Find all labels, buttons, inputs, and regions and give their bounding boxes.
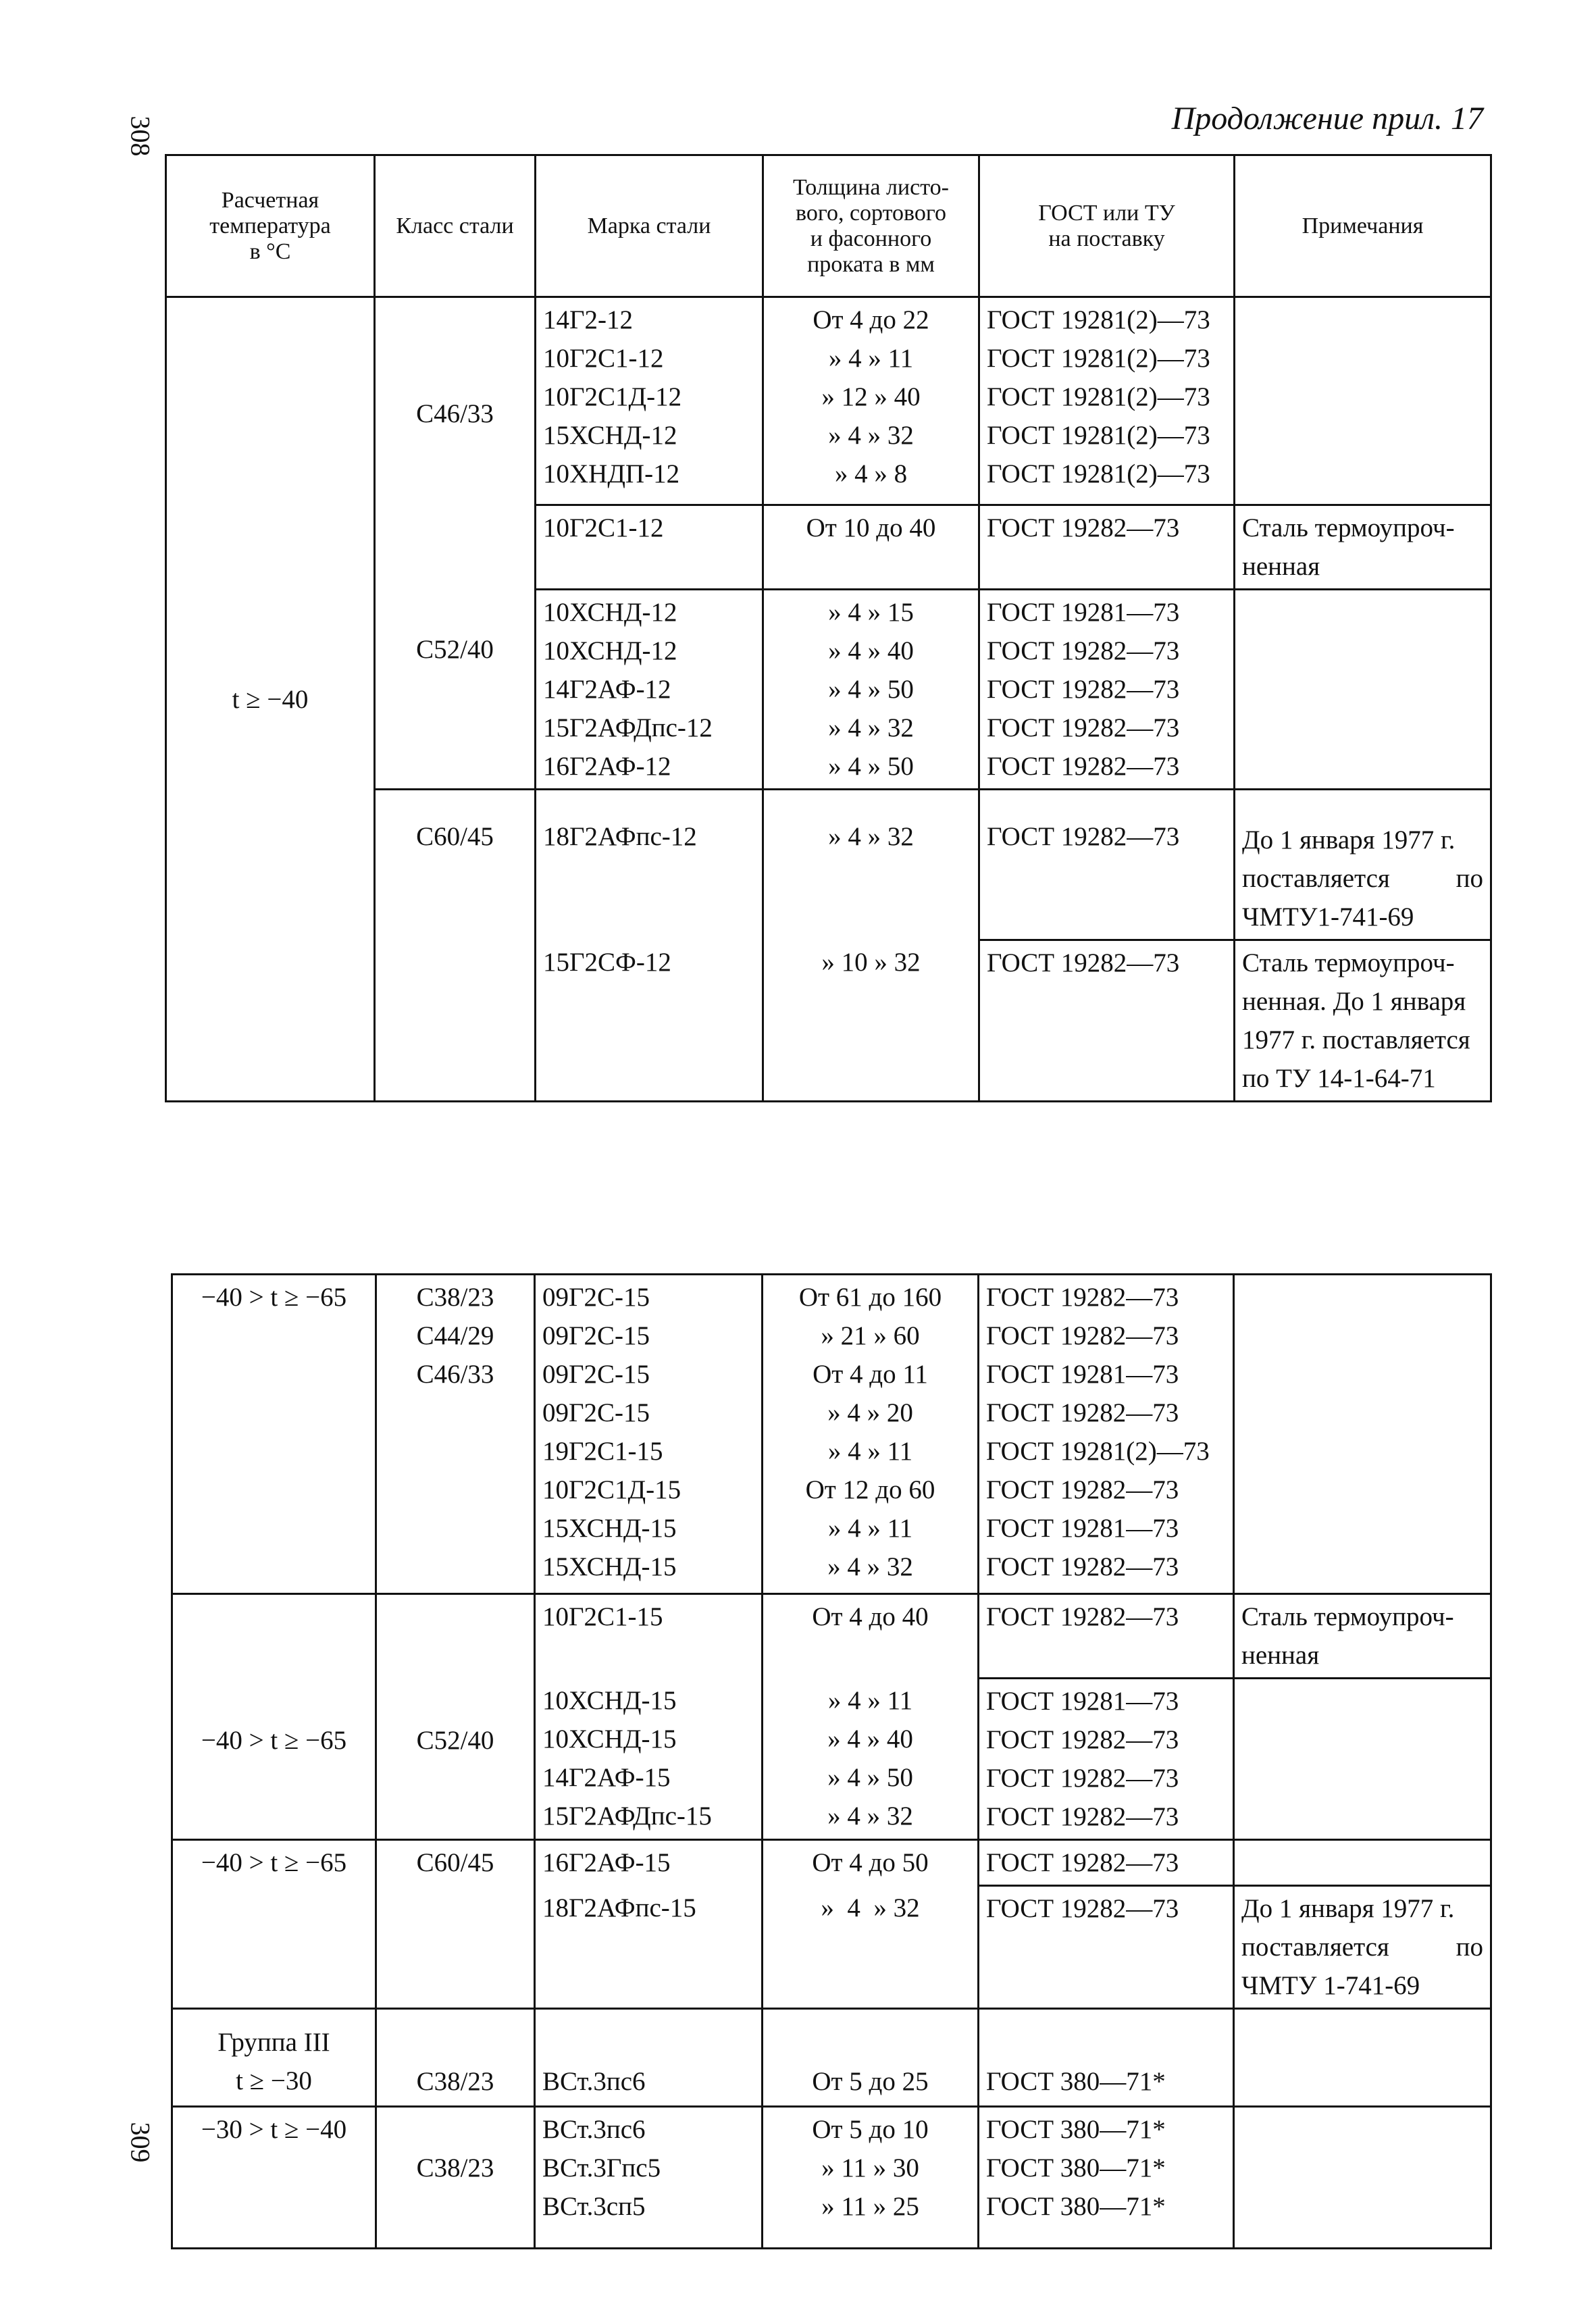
temperature-cell: −40 > t ≥ −65: [172, 1275, 376, 1594]
thickness-cell: От 5 до 25: [763, 2009, 979, 2107]
standard-cell: ГОСТ 19282—73: [979, 1840, 1234, 1886]
notes-cell: Сталь термоупроч- ненная. До 1 января 1977 г. поставляется по ТУ 14-1-64-71: [1235, 940, 1491, 1102]
steel-class-cell: С60/45: [376, 1840, 535, 1886]
thickness-cell: » 4 » 32: [763, 790, 979, 940]
thickness-cell: От 4 до 22 » 4 » 11 » 12 » 40 » 4 » 32 » 4 » 8: [763, 297, 979, 505]
notes-cell: [1234, 2009, 1491, 2107]
notes-cell: [1234, 1840, 1491, 1886]
table-row: [172, 1840, 1491, 1886]
notes-cell: [1234, 1679, 1491, 1840]
thickness-cell: От 5 до 10 » 11 » 30 » 11 » 25: [763, 2107, 979, 2249]
temperature-cell: −30 > t ≥ −40: [172, 2107, 376, 2249]
header-standard: ГОСТ или ТУ на поставку: [979, 155, 1235, 297]
thickness-cell: От 61 до 160 » 21 » 60 От 4 до 11 » 4 » 20 » 4 » 11 От 12 до 60 » 4 » 11 » 4 » 32: [763, 1275, 979, 1594]
table-row: [172, 1275, 1491, 1594]
group-label: Группа III: [217, 2028, 330, 2057]
steel-grade-cell: 10Г2С1-12: [536, 505, 763, 590]
steel-class-cell: С52/40: [375, 590, 536, 790]
steel-table-top: [165, 154, 1492, 1102]
thickness-cell: » 4 » 32: [763, 1886, 979, 2009]
steel-grade-cell: ВСт.3пс6 ВСт.3Гпс5 ВСт.3сп5: [535, 2107, 763, 2249]
thickness-cell: » 4 » 15 » 4 » 40 » 4 » 50 » 4 » 32 » 4 » 50: [763, 590, 979, 790]
thickness-cell: От 4 до 50: [763, 1840, 979, 1886]
steel-grade-cell: 15Г2СФ-12: [536, 940, 763, 1102]
continuation-caption: Продолжение прил. 17: [1171, 101, 1483, 136]
standard-cell: ГОСТ 380—71* ГОСТ 380—71* ГОСТ 380—71*: [979, 2107, 1234, 2249]
table-row: [172, 1886, 1491, 2009]
steel-class-cell: С52/40: [376, 1679, 535, 1840]
steel-grade-cell: 18Г2АФпс-12: [536, 790, 763, 940]
header-temperature: Расчетная температура в °С: [166, 155, 375, 297]
thickness-cell: От 4 до 40: [763, 1594, 979, 1679]
notes-cell: [1235, 590, 1491, 790]
page-number-right: 309: [125, 2122, 156, 2163]
steel-grade-cell: 10ХСНД-15 10ХСНД-15 14Г2АФ-15 15Г2АФДпс-15: [535, 1679, 763, 1840]
steel-table-bottom: [171, 1273, 1492, 2249]
notes-cell: До 1 января 1977 г. поставляется по ЧМТУ1-741-69: [1235, 790, 1491, 940]
standard-cell: ГОСТ 19282—73: [979, 505, 1235, 590]
standard-cell: ГОСТ 19282—73: [979, 1886, 1234, 2009]
standard-cell: ГОСТ 19281(2)—73 ГОСТ 19281(2)—73 ГОСТ 19281(2)—73 ГОСТ 19281(2)—73 ГОСТ 19281(2)—73: [979, 297, 1235, 505]
header-steel-grade: Марка стали: [536, 155, 763, 297]
standard-cell: ГОСТ 19282—73: [979, 790, 1235, 940]
steel-class-cell: [375, 940, 536, 1102]
notes-cell: Сталь термоупроч- ненная: [1235, 505, 1491, 590]
steel-grade-cell: ВСт.3пс6: [535, 2009, 763, 2107]
thickness-cell: » 4 » 11 » 4 » 40 » 4 » 50 » 4 » 32: [763, 1679, 979, 1840]
header-notes: Примечания: [1235, 155, 1491, 297]
temperature-cell: [172, 1594, 376, 1679]
header-steel-class: Класс стали: [375, 155, 536, 297]
header-thickness: Толщина листо- вого, сортового и фасонного проката в мм: [763, 155, 979, 297]
table-row: [172, 1679, 1491, 1840]
notes-cell: [1235, 297, 1491, 505]
steel-class-cell: С38/23 С44/29 С46/33: [376, 1275, 535, 1594]
steel-class-cell: [376, 1886, 535, 2009]
steel-class-cell: С60/45: [375, 790, 536, 940]
table-row: [172, 1594, 1491, 1679]
table-row: [172, 2009, 1491, 2107]
steel-class-cell: [375, 505, 536, 590]
notes-cell: Сталь термоупроч- ненная: [1234, 1594, 1491, 1679]
page-number-left: 308: [125, 116, 156, 157]
temperature-cell: t ≥ −40: [166, 297, 375, 1102]
notes-cell: До 1 января 1977 г. поставляется по ЧМТУ 1-741-69: [1234, 1886, 1491, 2009]
standard-cell: ГОСТ 380—71*: [979, 2009, 1234, 2107]
steel-class-cell: С38/23: [376, 2107, 535, 2249]
thickness-cell: От 10 до 40: [763, 505, 979, 590]
temperature-cell: Группа III t ≥ −30: [172, 2009, 376, 2107]
notes-cell: [1234, 2107, 1491, 2249]
steel-grade-cell: 09Г2С-15 09Г2С-15 09Г2С-15 09Г2С-15 19Г2С1-15 10Г2С1Д-15 15ХСНД-15 15ХСНД-15: [535, 1275, 763, 1594]
temperature-cell: −40 > t ≥ −65: [172, 1679, 376, 1840]
steel-class-cell: [376, 1594, 535, 1679]
steel-class-cell: С38/23: [376, 2009, 535, 2107]
steel-grade-cell: 10ХСНД-12 10ХСНД-12 14Г2АФ-12 15Г2АФДпс-12 16Г2АФ-12: [536, 590, 763, 790]
table-row: [172, 2107, 1491, 2249]
steel-class-cell: С46/33: [375, 297, 536, 505]
steel-grade-cell: 14Г2-12 10Г2С1-12 10Г2С1Д-12 15ХСНД-12 10ХНДП-12: [536, 297, 763, 505]
thickness-cell: » 10 » 32: [763, 940, 979, 1102]
temperature-cell: −40 > t ≥ −65: [172, 1840, 376, 1886]
steel-grade-cell: 10Г2С1-15: [535, 1594, 763, 1679]
steel-grade-cell: 16Г2АФ-15: [535, 1840, 763, 1886]
notes-cell: [1234, 1275, 1491, 1594]
steel-grade-cell: 18Г2АФпс-15: [535, 1886, 763, 2009]
standard-cell: ГОСТ 19282—73: [979, 1594, 1234, 1679]
table-header-row: [166, 155, 1491, 297]
standard-cell: ГОСТ 19281—73 ГОСТ 19282—73 ГОСТ 19282—73 ГОСТ 19282—73: [979, 1679, 1234, 1840]
standard-cell: ГОСТ 19282—73 ГОСТ 19282—73 ГОСТ 19281—73 ГОСТ 19282—73 ГОСТ 19281(2)—73 ГОСТ 19282—73 ГОСТ 19281—73 ГОСТ 19282—73: [979, 1275, 1234, 1594]
table-row: [166, 297, 1491, 505]
standard-cell: ГОСТ 19281—73 ГОСТ 19282—73 ГОСТ 19282—73 ГОСТ 19282—73 ГОСТ 19282—73: [979, 590, 1235, 790]
standard-cell: ГОСТ 19282—73: [979, 940, 1235, 1102]
temperature-cell: [172, 1886, 376, 2009]
